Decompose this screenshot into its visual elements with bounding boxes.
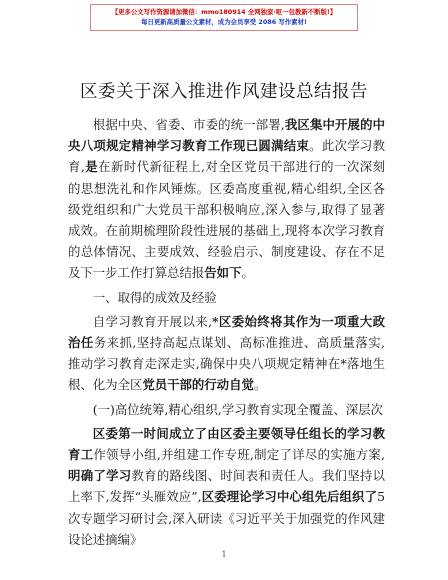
bold-text-run: 区委理论学习中心组先后组织了 xyxy=(201,489,378,505)
page-number: 1 xyxy=(221,550,227,559)
text-run: 在新时代新征程上,对全区党员干部进行的一次深刻的思想洗礼和作风锤炼。区委高度重视,精心组织,全区各级党组织和广大党员干部积极响应,深入参与,取得了显著成效。在前期梳理阶段性进展的基础上,现将本次学习教育的总体情况、主要成效、经验启示、制度建设、存在不足及下一步工作打算总结报 xyxy=(68,159,385,281)
text-run: 5 次专题学习研讨会,深入研读《习近平关于加强党的作风建设论述摘编》 xyxy=(68,489,386,547)
subsection-heading-1: (一)高位统筹,精心组织,学习教育实现全覆盖、深层次 xyxy=(92,401,383,417)
text-run: 。 xyxy=(253,377,267,393)
section-heading-1: 一、取得的成效及经验 xyxy=(92,289,217,305)
text-run: 自学习教育开展以来, xyxy=(92,313,213,329)
document-title: 区委关于深入推进作风建设总结报告 xyxy=(80,82,368,102)
bold-text-run: 是 xyxy=(84,159,99,175)
text-run: 。 xyxy=(241,265,254,281)
subsection-1-paragraph xyxy=(68,423,385,550)
bold-text-run: 明确了学习 xyxy=(68,468,132,484)
promo-banner xyxy=(90,4,358,31)
text-run: 务来抓,坚持高起点谋划、高标准推进、高质量落实,推动学习教育走深走实,确保中央八项规定精神在*落地生根、化为全区 xyxy=(68,335,386,393)
promo-banner-line1: 【更多公文写作资源请加微信：mmo180914 全网独家·呕一包教新不断版!】 xyxy=(111,8,337,16)
promo-banner-line2: 每日更新高质量公文素材，成为会员享受 2086 写作素材! xyxy=(141,18,307,26)
bold-text-run: 告如下 xyxy=(204,265,242,281)
bold-text-run: 党员干部的行动自觉 xyxy=(142,377,254,393)
text-run: 。此次学习教育, xyxy=(68,138,386,175)
intro-paragraph xyxy=(68,114,385,284)
bold-text-run: 我区集中开展的中央八项规定精神学习教育工作现已圆满结束 xyxy=(68,117,385,154)
text-run: 作领导小组,并组建工作专班,制定了详尽的实施方案, xyxy=(93,447,385,463)
section-1-paragraph xyxy=(68,311,385,396)
text-run: 根据中央、省委、市委的统一部署, xyxy=(92,117,285,132)
document-body xyxy=(68,114,385,550)
text-run: 教育的路线图、时间表和责任人。我们坚持以上率下,发挥“头雁效应”, xyxy=(68,468,386,505)
bold-text-run: *区委始终将其作为一项重大政治任 xyxy=(68,313,385,351)
bold-text-run: 区委第一时间成立了由区委主要领导任组长的学习教育工 xyxy=(68,425,385,463)
